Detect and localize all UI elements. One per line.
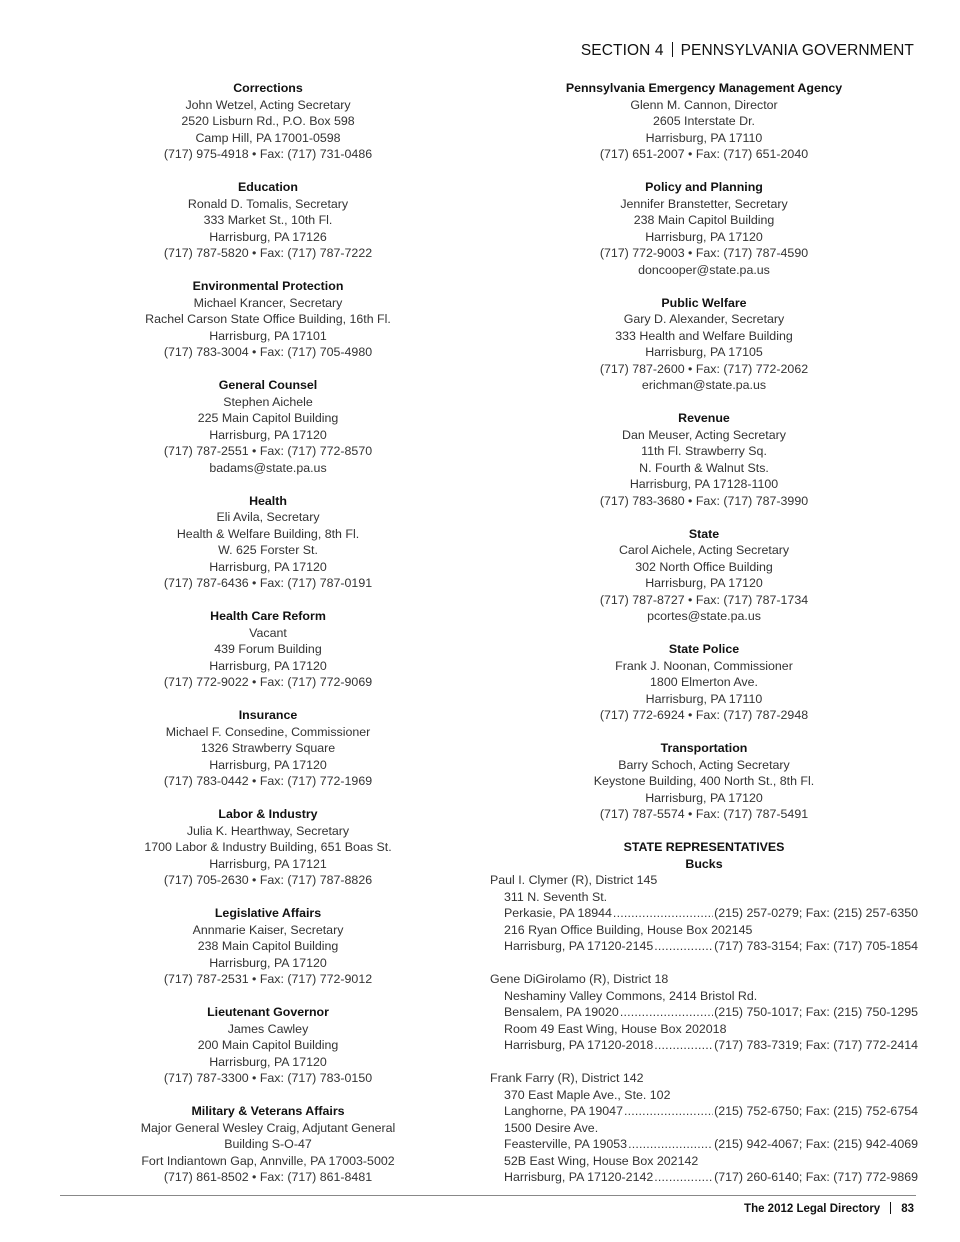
representative-name: Frank Farry (R), District 142: [490, 1071, 644, 1085]
address-line: 370 East Maple Ave., Ste. 102: [504, 1087, 671, 1102]
entry-line: Ronald D. Tomalis, Secretary: [187, 196, 349, 211]
address-line: 1500 Desire Ave.: [504, 1120, 599, 1135]
entry-line: (717) 787-5574 • Fax: (717) 787-5491: [599, 807, 809, 821]
entry-line: N. Fourth & Walnut Sts.: [639, 460, 769, 475]
entry-title: State: [688, 526, 720, 541]
entry-line: Gary D. Alexander, Secretary: [623, 312, 785, 326]
entry-line: Carol Aichele, Acting Secretary: [618, 543, 790, 557]
header-divider: [672, 42, 673, 57]
entry-line: Julia K. Hearthway, Secretary: [186, 823, 350, 838]
entry-line: 2605 Interstate Dr.: [653, 114, 755, 128]
entry-line: Harrisburg, PA 17101: [209, 328, 327, 343]
directory-entry: [120, 608, 416, 691]
phone-fax: (717) 783-3154; Fax: (717) 705-1854: [714, 939, 918, 953]
entry-line: (717) 861-8502 • Fax: (717) 861-8481: [163, 1170, 373, 1184]
entry-line: (717) 787-8727 • Fax: (717) 787-1734: [599, 592, 809, 607]
directory-entry: [120, 377, 416, 476]
contact-row: [490, 905, 918, 922]
entry-line: (717) 783-3004 • Fax: (717) 705-4980: [163, 345, 373, 359]
city-line: Feasterville, PA 19053: [504, 1137, 628, 1151]
footer-divider: [890, 1202, 891, 1214]
entry-line: Vacant: [249, 625, 287, 640]
entry-line: Harrisburg, PA 17120: [209, 757, 327, 772]
entry-line: Harrisburg, PA 17120: [209, 658, 327, 673]
directory-entry: [120, 1004, 416, 1087]
directory-entry: [490, 80, 918, 163]
entry-line: Annmarie Kaiser, Secretary: [192, 922, 344, 937]
section-title: PENNSYLVANIA GOVERNMENT: [680, 42, 914, 59]
entry-line: 238 Main Capitol Building: [197, 939, 339, 953]
entry-title: Pennsylvania Emergency Management Agency: [565, 81, 843, 95]
entry-title: Environmental Protection: [192, 279, 344, 293]
directory-entry: [490, 295, 918, 394]
address-line: 52B East Wing, House Box 202142: [504, 1153, 699, 1168]
entry-line: 1326 Strawberry Square: [200, 741, 336, 755]
phone-fax: (717) 783-7319; Fax: (717) 772-2414: [714, 1038, 918, 1052]
directory-entry: [120, 707, 416, 790]
phone-fax: (215) 257-0279; Fax: (215) 257-6350: [714, 906, 918, 920]
city-line: Bensalem, PA 19020: [504, 1005, 619, 1019]
contact-row: [490, 938, 918, 955]
dot-leader: [654, 938, 713, 955]
phone-fax: (717) 260-6140; Fax: (717) 772-9869: [714, 1170, 918, 1184]
entry-title: Policy and Planning: [645, 180, 763, 194]
entry-line: 1700 Labor & Industry Building, 651 Boas St.: [144, 840, 392, 854]
entry-title: Military & Veterans Affairs: [191, 1104, 345, 1118]
entry-line: Keystone Building, 400 North St., 8th Fl.: [593, 774, 815, 788]
phone-fax: (215) 752-6750; Fax: (215) 752-6754: [714, 1104, 918, 1118]
entry-line: Barry Schoch, Acting Secretary: [618, 757, 790, 772]
entry-line: Harrisburg, PA 17120: [209, 955, 327, 970]
directory-entry: [120, 278, 416, 361]
phone-fax: (215) 942-4067; Fax: (215) 942-4069: [714, 1137, 918, 1151]
address-line: 311 N. Seventh St.: [504, 889, 608, 904]
page-footer: [744, 1202, 914, 1215]
dot-leader: [620, 1004, 713, 1021]
entry-line: 225 Main Capitol Building: [197, 411, 339, 425]
representative-name: Gene DiGirolamo (R), District 18: [490, 972, 669, 986]
contact-row: [490, 1037, 918, 1054]
address-line: Neshaminy Valley Commons, 2414 Bristol Rd.: [504, 988, 758, 1003]
city-line: Harrisburg, PA 17120-2018: [504, 1038, 654, 1052]
directory-entry: [490, 740, 918, 823]
directory-entry: [490, 179, 918, 278]
entry-line: doncooper@state.pa.us: [638, 262, 770, 277]
entry-line: 333 Market St., 10th Fl.: [203, 213, 333, 227]
entry-line: Harrisburg, PA 17120: [645, 229, 763, 244]
entry-title: Lieutenant Governor: [207, 1005, 329, 1019]
entry-line: (717) 705-2630 • Fax: (717) 787-8826: [163, 873, 373, 887]
entry-line: Eli Avila, Secretary: [216, 510, 320, 524]
entry-line: (717) 783-0442 • Fax: (717) 772-1969: [163, 774, 373, 788]
entry-line: Frank J. Noonan, Commissioner: [615, 658, 793, 673]
entry-title: Transportation: [660, 741, 748, 755]
entry-line: 11th Fl. Strawberry Sq.: [641, 444, 767, 458]
entry-line: Harrisburg, PA 17110: [645, 130, 763, 145]
entry-line: Stephen Aichele: [223, 394, 313, 409]
city-line: Langhorne, PA 19047: [504, 1104, 623, 1118]
entry-line: James Cawley: [227, 1021, 309, 1036]
entry-line: Dan Meuser, Acting Secretary: [622, 427, 786, 442]
entry-title: Labor & Industry: [218, 807, 318, 821]
representative-entry: [490, 1070, 918, 1186]
entry-line: 2520 Lisburn Rd., P.O. Box 598: [181, 114, 355, 128]
entry-line: Harrisburg, PA 17120: [209, 1054, 327, 1069]
dot-leader: [613, 905, 713, 922]
entry-line: Harrisburg, PA 17105: [645, 345, 763, 359]
left-column: [120, 80, 416, 1202]
entry-line: (717) 787-3300 • Fax: (717) 783-0150: [163, 1071, 373, 1085]
entry-line: Rachel Carson State Office Building, 16th Fl.: [145, 312, 391, 326]
entry-line: erichman@state.pa.us: [641, 378, 767, 392]
entry-title: Revenue: [678, 411, 730, 425]
directory-entry: [490, 641, 918, 724]
entry-line: Harrisburg, PA 17120: [645, 576, 763, 590]
entry-line: (717) 787-2551 • Fax: (717) 772-8570: [163, 444, 373, 458]
entry-title: General Counsel: [218, 378, 318, 392]
entry-line: 200 Main Capitol Building: [197, 1038, 339, 1052]
entry-line: (717) 787-5820 • Fax: (717) 787-7222: [163, 246, 373, 260]
entry-title: State Police: [668, 642, 740, 656]
entry-title: Public Welfare: [661, 295, 747, 310]
city-line: Perkasie, PA 18944: [504, 906, 612, 920]
directory-entry: [120, 493, 416, 592]
representative-entry: [490, 971, 918, 1054]
entry-line: W. 625 Forster St.: [218, 543, 318, 557]
right-entries: [490, 80, 918, 823]
entry-line: Harrisburg, PA 17120: [209, 427, 327, 442]
entry-title: Health Care Reform: [210, 609, 326, 623]
contact-row: [490, 1103, 918, 1120]
entry-title: Legislative Affairs: [214, 906, 322, 920]
dot-leader: [628, 1136, 713, 1153]
entry-line: Jennifer Branstetter, Secretary: [620, 196, 788, 211]
dot-leader: [624, 1103, 713, 1120]
entry-line: Michael F. Consedine, Commissioner: [165, 724, 371, 739]
section-number: SECTION 4: [580, 42, 664, 59]
entry-line: (717) 772-9003 • Fax: (717) 787-4590: [599, 246, 809, 260]
entry-line: (717) 787-2600 • Fax: (717) 772-2062: [599, 361, 809, 376]
entry-line: Harrisburg, PA 17110: [645, 691, 763, 706]
directory-entry: [120, 80, 416, 163]
entry-title: Insurance: [238, 708, 298, 722]
entry-line: badams@state.pa.us: [209, 460, 327, 475]
entry-line: Health & Welfare Building, 8th Fl.: [176, 526, 360, 541]
entry-line: Building S-O-47: [224, 1137, 312, 1151]
section-header: [581, 42, 914, 60]
directory-entry: [490, 526, 918, 625]
right-column: [490, 80, 918, 1202]
entry-title: Corrections: [233, 81, 303, 95]
contact-row: [490, 1004, 918, 1021]
entry-line: Harrisburg, PA 17121: [209, 856, 327, 871]
entry-line: Harrisburg, PA 17128-1100: [629, 477, 779, 491]
entry-line: Harrisburg, PA 17120: [645, 790, 763, 805]
representatives-heading: STATE REPRESENTATIVES: [623, 840, 785, 854]
state-representatives-section: [490, 839, 918, 1186]
address-line: Room 49 East Wing, House Box 202018: [504, 1021, 727, 1036]
representatives-list: [490, 872, 918, 1186]
entry-line: (717) 772-6924 • Fax: (717) 787-2948: [599, 708, 809, 722]
entry-line: (717) 651-2007 • Fax: (717) 651-2040: [599, 147, 809, 161]
entry-line: John Wetzel, Acting Secretary: [185, 97, 351, 112]
dot-leader: [654, 1169, 713, 1186]
entry-line: Michael Krancer, Secretary: [193, 295, 343, 310]
contact-row: [490, 1169, 918, 1186]
representative-entry: [490, 872, 918, 955]
entry-line: 1800 Elmerton Ave.: [650, 675, 758, 689]
entry-line: Harrisburg, PA 17120: [209, 559, 327, 574]
entry-title: Health: [249, 493, 287, 508]
dot-leader: [654, 1037, 713, 1054]
entry-line: 333 Health and Welfare Building: [615, 328, 793, 343]
directory-entry: [490, 410, 918, 509]
page-number: 83: [901, 1203, 914, 1215]
entry-line: Harrisburg, PA 17126: [209, 229, 327, 244]
directory-entry: [120, 806, 416, 889]
city-line: Harrisburg, PA 17120-2145: [504, 939, 654, 953]
entry-line: (717) 783-3680 • Fax: (717) 787-3990: [599, 493, 809, 508]
directory-entry: [120, 1103, 416, 1186]
footer-rule: [60, 1195, 916, 1196]
entry-line: Camp Hill, PA 17001-0598: [195, 130, 341, 145]
representative-name: Paul I. Clymer (R), District 145: [490, 873, 658, 887]
address-line: 216 Ryan Office Building, House Box 202145: [504, 922, 753, 937]
city-line: Harrisburg, PA 17120-2142: [504, 1170, 654, 1184]
county-heading: Bucks: [685, 856, 723, 871]
entry-line: (717) 787-2531 • Fax: (717) 772-9012: [163, 972, 373, 986]
entry-line: (717) 787-6436 • Fax: (717) 787-0191: [163, 576, 373, 590]
entry-line: pcortes@state.pa.us: [647, 609, 761, 623]
entry-title: Education: [238, 180, 298, 194]
directory-entry: [120, 905, 416, 988]
entry-line: (717) 772-9022 • Fax: (717) 772-9069: [163, 675, 373, 689]
directory-entry: [120, 179, 416, 262]
entry-line: 302 North Office Building: [635, 559, 773, 574]
publication-title: The 2012 Legal Directory: [744, 1203, 881, 1215]
entry-line: 439 Forum Building: [214, 642, 322, 656]
entry-line: 238 Main Capitol Building: [633, 213, 775, 227]
entry-line: Fort Indiantown Gap, Annville, PA 17003-5002: [141, 1153, 395, 1168]
contact-row: [490, 1136, 918, 1153]
phone-fax: (215) 750-1017; Fax: (215) 750-1295: [714, 1005, 918, 1019]
entry-line: Major General Wesley Craig, Adjutant General: [140, 1120, 396, 1135]
entry-line: Glenn M. Cannon, Director: [630, 97, 778, 112]
entry-line: (717) 975-4918 • Fax: (717) 731-0486: [163, 147, 373, 161]
